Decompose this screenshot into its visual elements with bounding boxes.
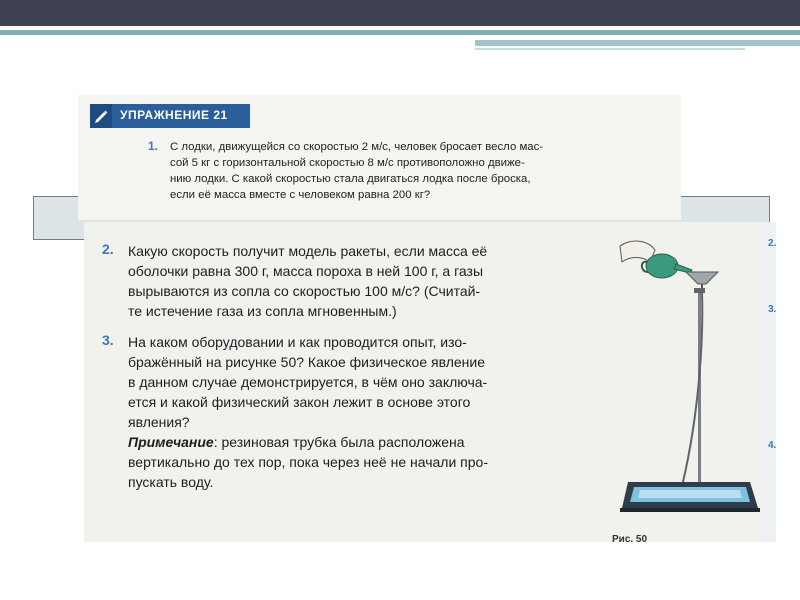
note-line — [128, 432, 590, 452]
problem-3-text — [128, 332, 590, 492]
slide-accent-line-thin — [475, 48, 745, 50]
problem-line: если её масса вместе с человеком равна 200 кг? — [170, 189, 431, 201]
problem-line: нию лодки. С какой скоростью стала двигаться лодка после броска, — [170, 173, 531, 185]
note-line: вертикально до тех пор, пока через неё не начали про- — [128, 454, 488, 470]
slide-accent-line — [0, 30, 800, 35]
problem-line: оболочки равна 300 г, масса пороха в ней 100 г, а газы — [128, 263, 484, 279]
problem-line: бражённый на рисунке 50? Какое физическое явление — [128, 354, 486, 370]
slide-top-bar — [0, 0, 800, 26]
problem-1-number: 1. — [148, 139, 159, 153]
problem-2-number: 2. — [102, 241, 114, 257]
problem-2-text — [128, 241, 590, 321]
pencil-icon — [90, 104, 112, 128]
exercise-title: УПРАЖНЕНИЕ 21 — [120, 108, 228, 122]
problem-1-text — [170, 139, 680, 203]
figure-caption: Рис. 50 — [612, 534, 648, 545]
problem-line: сой 5 кг с горизонтальной скоростью 8 м/с противоположно движе- — [170, 157, 525, 169]
note-text: : резиновая трубка была расположена — [213, 434, 465, 450]
figure-50-illustration — [600, 232, 770, 552]
note-label: Примечание — [128, 434, 214, 450]
problem-line: Какую скорость получит модель ракеты, если масса её — [128, 243, 488, 259]
problem-3-number: 3. — [102, 332, 114, 348]
next-page-number: 3. — [768, 304, 777, 315]
problem-line: вырываются из сопла со скоростью 100 м/с? (Считай- — [128, 283, 481, 299]
next-page-number: 2. — [768, 238, 777, 249]
note-line: пускать воду. — [128, 474, 214, 490]
problem-line: явления? — [128, 414, 190, 430]
slide-accent-line-short — [475, 40, 800, 46]
problem-line: С лодки, движущейся со скоростью 2 м/с, человек бросает весло мас- — [170, 141, 544, 153]
problem-line: в данном случае демонстрируется, в чём оно заключа- — [128, 374, 488, 390]
next-page-number: 4. — [768, 440, 777, 451]
problem-line: ется и какой физический закон лежит в основе этого — [128, 394, 471, 410]
exercise-badge — [90, 104, 250, 128]
problem-line: те истечение газа из сопла мгновенным.) — [128, 303, 397, 319]
problem-line: На каком оборудовании и как проводится опыт, изо- — [128, 334, 467, 350]
